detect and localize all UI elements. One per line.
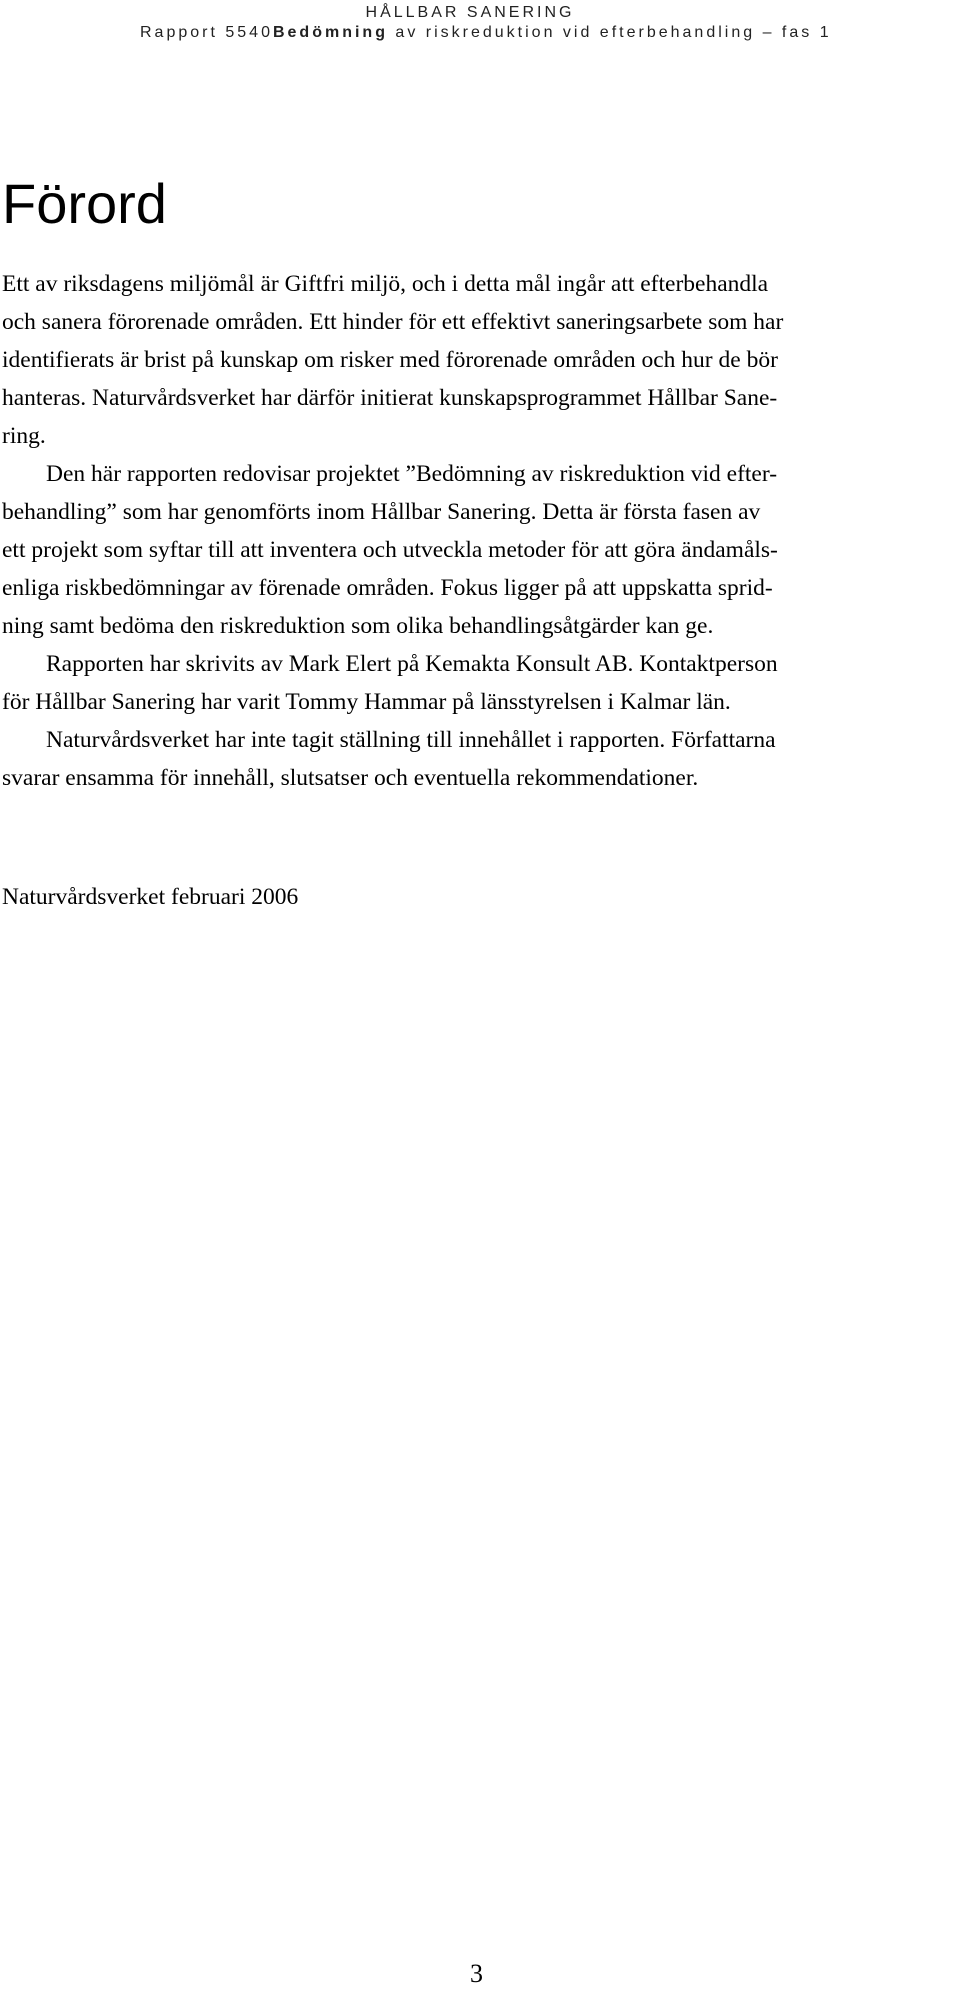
page-number: 3: [470, 1959, 483, 1988]
report-title-rest: av riskreduktion vid efterbehandling – fas 1: [387, 24, 832, 41]
paragraph-4: [2, 721, 940, 797]
running-header-report: [140, 24, 832, 42]
paragraph-line: ring.: [2, 423, 46, 449]
report-title-bold: Bedömning: [272, 24, 388, 41]
paragraph-3: [2, 645, 940, 721]
paragraph-line: hanteras. Naturvårdsverket har därför initierat kunskapsprogrammet Hållbar Sane-: [2, 385, 778, 411]
paragraph-line: ett projekt som syftar till att inventera och utveckla metoder för att göra ändamåls-: [2, 537, 778, 563]
paragraph-line: identifierats är brist på kunskap om risker med förorenade områden och hur de bör: [2, 347, 778, 373]
paragraph-1: [2, 265, 940, 455]
paragraph-line: ning samt bedöma den riskreduktion som olika behandlingsåtgärder kan ge.: [2, 613, 714, 639]
paragraph-line: för Hållbar Sanering har varit Tommy Hammar på länsstyrelsen i Kalmar län.: [2, 689, 731, 715]
page-title: Förord: [2, 172, 167, 235]
paragraph-line: och sanera förorenade områden. Ett hinder för ett effektivt saneringsarbete som har: [2, 309, 784, 335]
signature-line: Naturvårdsverket februari 2006: [2, 884, 299, 910]
paragraph-2: [2, 455, 940, 645]
paragraph-line: Den här rapporten redovisar projektet ”Bedömning av riskreduktion vid efter-: [46, 461, 778, 487]
paragraph-line: enliga riskbedömningar av förenade områden. Fokus ligger på att uppskatta sprid-: [2, 575, 773, 601]
report-number: Rapport 5540: [140, 24, 273, 41]
preface-body: [2, 265, 940, 797]
paragraph-line: Naturvårdsverket har inte tagit ställning till innehållet i rapporten. Författarna: [46, 727, 776, 753]
paragraph-line: Ett av riksdagens miljömål är Giftfri miljö, och i detta mål ingår att efterbehandla: [2, 271, 769, 297]
paragraph-line: Rapporten har skrivits av Mark Elert på Kemakta Konsult AB. Kontaktperson: [46, 651, 778, 677]
paragraph-line: behandling” som har genomförts inom Hållbar Sanering. Detta är första fasen av: [2, 499, 761, 525]
paragraph-line: svarar ensamma för innehåll, slutsatser och eventuella rekommendationer.: [2, 765, 699, 791]
running-header-title: HÅLLBAR SANERING: [365, 4, 575, 21]
